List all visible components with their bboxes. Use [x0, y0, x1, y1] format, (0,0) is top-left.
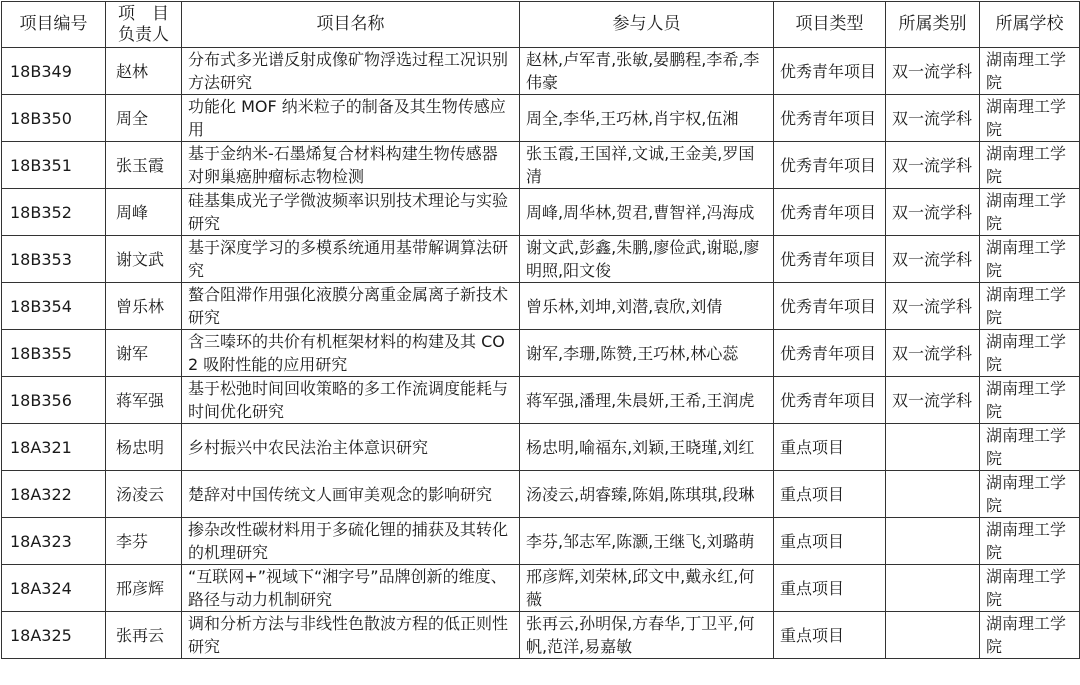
cell-category: 双一流学科 — [886, 283, 980, 330]
table-row — [2, 283, 1080, 330]
header-category: 所属类别 — [886, 2, 980, 48]
cell-project-leader: 邢彦辉 — [106, 565, 182, 612]
cell-project-name: 功能化 MOF 纳米粒子的制备及其生物传感应用 — [182, 95, 520, 142]
cell-project-code: 18A324 — [2, 565, 106, 612]
cell-category: 双一流学科 — [886, 377, 980, 424]
cell-school: 湖南理工学院 — [980, 283, 1080, 330]
cell-project-name: 基于深度学习的多模系统通用基带解调算法研究 — [182, 236, 520, 283]
cell-members: 李芬,邹志军,陈灏,王继飞,刘璐萌 — [520, 518, 774, 565]
cell-members: 汤凌云,胡睿臻,陈娟,陈琪琪,段琳 — [520, 471, 774, 518]
cell-project-type: 优秀青年项目 — [774, 330, 886, 377]
cell-project-leader: 赵林 — [106, 48, 182, 95]
cell-project-leader: 周全 — [106, 95, 182, 142]
table-row — [2, 189, 1080, 236]
cell-project-code: 18A321 — [2, 424, 106, 471]
cell-project-code: 18A322 — [2, 471, 106, 518]
header-members: 参与人员 — [520, 2, 774, 48]
table-row — [2, 48, 1080, 95]
cell-project-type: 重点项目 — [774, 565, 886, 612]
cell-school: 湖南理工学院 — [980, 330, 1080, 377]
cell-category: 双一流学科 — [886, 189, 980, 236]
cell-school: 湖南理工学院 — [980, 48, 1080, 95]
table-row — [2, 518, 1080, 565]
cell-project-name: 基于金纳米-石墨烯复合材料构建生物传感器对卵巢癌肿瘤标志物检测 — [182, 142, 520, 189]
cell-project-leader: 蒋军强 — [106, 377, 182, 424]
cell-school: 湖南理工学院 — [980, 236, 1080, 283]
header-row — [2, 2, 1080, 48]
table-row — [2, 142, 1080, 189]
cell-project-name: 调和分析方法与非线性色散波方程的低正则性研究 — [182, 612, 520, 659]
cell-project-leader: 周峰 — [106, 189, 182, 236]
cell-members: 赵林,卢军青,张敏,晏鹏程,李希,李伟豪 — [520, 48, 774, 95]
cell-project-type: 优秀青年项目 — [774, 236, 886, 283]
cell-project-name: 分布式多光谱反射成像矿物浮选过程工况识别方法研究 — [182, 48, 520, 95]
cell-project-leader: 谢文武 — [106, 236, 182, 283]
cell-project-code: 18A323 — [2, 518, 106, 565]
cell-category — [886, 612, 980, 659]
cell-project-name: 螯合阻滞作用强化液膜分离重金属离子新技术研究 — [182, 283, 520, 330]
header-project-code: 项目编号 — [2, 2, 106, 48]
cell-project-name: 硅基集成光子学微波频率识别技术理论与实验研究 — [182, 189, 520, 236]
cell-category: 双一流学科 — [886, 236, 980, 283]
table-body — [2, 48, 1080, 659]
header-leader-line1: 项 目 — [118, 3, 169, 24]
cell-project-type: 重点项目 — [774, 612, 886, 659]
cell-project-type: 重点项目 — [774, 471, 886, 518]
cell-school: 湖南理工学院 — [980, 424, 1080, 471]
cell-members: 曾乐林,刘坤,刘潜,袁欣,刘倩 — [520, 283, 774, 330]
cell-school: 湖南理工学院 — [980, 142, 1080, 189]
cell-members: 张玉霞,王国祥,文诚,王金美,罗国清 — [520, 142, 774, 189]
cell-members: 杨忠明,喻福东,刘颖,王晓瑾,刘红 — [520, 424, 774, 471]
cell-project-type: 优秀青年项目 — [774, 95, 886, 142]
cell-category — [886, 565, 980, 612]
cell-category — [886, 518, 980, 565]
cell-project-code: 18B352 — [2, 189, 106, 236]
table-row — [2, 236, 1080, 283]
cell-school: 湖南理工学院 — [980, 518, 1080, 565]
cell-project-type: 优秀青年项目 — [774, 189, 886, 236]
cell-project-code: 18B353 — [2, 236, 106, 283]
cell-project-code: 18B351 — [2, 142, 106, 189]
cell-members: 谢文武,彭鑫,朱鹏,廖俭武,谢聪,廖明照,阳文俊 — [520, 236, 774, 283]
header-project-name: 项目名称 — [182, 2, 520, 48]
cell-category — [886, 471, 980, 518]
table-row — [2, 471, 1080, 518]
cell-project-type: 重点项目 — [774, 424, 886, 471]
cell-school: 湖南理工学院 — [980, 189, 1080, 236]
cell-category: 双一流学科 — [886, 142, 980, 189]
cell-members: 谢军,李珊,陈赞,王巧林,林心蕊 — [520, 330, 774, 377]
cell-school: 湖南理工学院 — [980, 565, 1080, 612]
cell-category: 双一流学科 — [886, 330, 980, 377]
table-row — [2, 330, 1080, 377]
cell-project-name: 基于松弛时间回收策略的多工作流调度能耗与时间优化研究 — [182, 377, 520, 424]
cell-project-type: 优秀青年项目 — [774, 142, 886, 189]
cell-project-code: 18B356 — [2, 377, 106, 424]
cell-members: 邢彦辉,刘荣林,邱文中,戴永红,何薇 — [520, 565, 774, 612]
cell-project-leader: 张玉霞 — [106, 142, 182, 189]
cell-project-type: 优秀青年项目 — [774, 377, 886, 424]
table-row — [2, 424, 1080, 471]
cell-project-leader: 谢军 — [106, 330, 182, 377]
header-school: 所属学校 — [980, 2, 1080, 48]
cell-project-code: 18A325 — [2, 612, 106, 659]
cell-project-code: 18B349 — [2, 48, 106, 95]
header-leader-line2: 负责人 — [118, 24, 169, 45]
cell-project-type: 重点项目 — [774, 518, 886, 565]
cell-project-name: 掺杂改性碳材料用于多硫化锂的捕获及其转化的机理研究 — [182, 518, 520, 565]
cell-members: 蒋军强,潘理,朱晨妍,王希,王润虎 — [520, 377, 774, 424]
cell-project-leader: 曾乐林 — [106, 283, 182, 330]
table-row — [2, 565, 1080, 612]
cell-school: 湖南理工学院 — [980, 612, 1080, 659]
cell-school: 湖南理工学院 — [980, 471, 1080, 518]
cell-project-code: 18B354 — [2, 283, 106, 330]
cell-category: 双一流学科 — [886, 48, 980, 95]
cell-school: 湖南理工学院 — [980, 377, 1080, 424]
cell-project-leader: 张再云 — [106, 612, 182, 659]
cell-members: 张再云,孙明保,方春华,丁卫平,何帆,范洋,易嘉敏 — [520, 612, 774, 659]
cell-members: 周峰,周华林,贺君,曹智祥,冯海成 — [520, 189, 774, 236]
cell-category — [886, 424, 980, 471]
cell-members: 周全,李华,王巧林,肖宇权,伍湘 — [520, 95, 774, 142]
table-row — [2, 95, 1080, 142]
cell-project-type: 优秀青年项目 — [774, 48, 886, 95]
cell-project-code: 18B350 — [2, 95, 106, 142]
table-row — [2, 612, 1080, 659]
table-header — [2, 2, 1080, 48]
cell-project-type: 优秀青年项目 — [774, 283, 886, 330]
header-project-leader — [106, 2, 182, 48]
cell-project-leader: 李芬 — [106, 518, 182, 565]
cell-project-name: 楚辞对中国传统文人画审美观念的影响研究 — [182, 471, 520, 518]
cell-project-leader: 汤凌云 — [106, 471, 182, 518]
cell-project-code: 18B355 — [2, 330, 106, 377]
cell-project-name: 含三嗪环的共价有机框架材料的构建及其 CO2 吸附性能的应用研究 — [182, 330, 520, 377]
project-table — [1, 1, 1080, 659]
cell-project-name: “互联网+”视域下“湘字号”品牌创新的维度、路径与动力机制研究 — [182, 565, 520, 612]
cell-school: 湖南理工学院 — [980, 95, 1080, 142]
cell-category: 双一流学科 — [886, 95, 980, 142]
cell-project-leader: 杨忠明 — [106, 424, 182, 471]
header-project-type: 项目类型 — [774, 2, 886, 48]
table-row — [2, 377, 1080, 424]
cell-project-name: 乡村振兴中农民法治主体意识研究 — [182, 424, 520, 471]
